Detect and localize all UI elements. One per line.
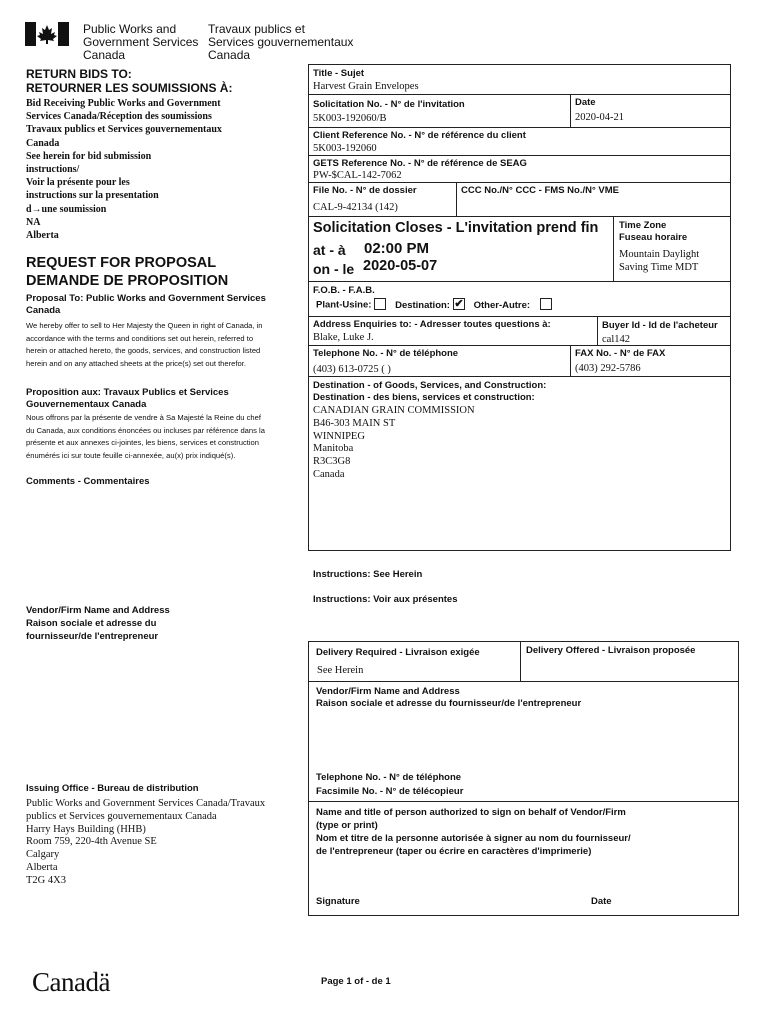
solicitation-value: 5K003-192060/B	[313, 113, 387, 124]
enquiries-label: Address Enquiries to: - Adresser toutes questions à:	[313, 319, 551, 330]
delivery-offered-label: Delivery Offered - Livraison proposée	[526, 645, 696, 656]
enquiries-value: Blake, Luke J.	[313, 332, 374, 343]
buyer-label: Buyer Id - Id de l'acheteur	[602, 320, 718, 331]
page-number: Page 1 of - de 1	[321, 976, 391, 987]
canada-flag-icon	[25, 22, 69, 46]
other-label: Other-Autre:	[473, 299, 531, 311]
vendor-fax-label: Facsimile No. - N° de télécopieur	[316, 786, 464, 797]
title-value: Harvest Grain Envelopes	[313, 81, 419, 92]
plant-label: Plant-Usine:	[316, 299, 372, 311]
file-label: File No. - N° de dossier	[313, 185, 417, 196]
signature-date-label: Date	[591, 896, 612, 907]
request-title-fr: DEMANDE DE PROPOSITION	[26, 273, 229, 289]
return-bids-title-fr: RETOURNER LES SOUMISSIONS À:	[26, 81, 233, 95]
proposition-aux: Proposition aux: Travaux Publics et Services Gouvernementaux Canada	[26, 387, 229, 410]
instructions-fr: Instructions: Voir aux présentes	[313, 594, 458, 605]
offer-text-fr: Nous offrons par la présente de vendre à Sa Majesté la Reine du chef du Canada, aux conditions énoncées ou incluses par référence dans la présente et aux annexes ci-jointes, les biens, services et construction énumérés ici sur toute feuille ci-annexée, au(x) prix indiqué(s).	[26, 413, 265, 460]
fob-label: F.O.B. - F.A.B.	[313, 285, 375, 296]
destination-goods-label: Destination - of Goods, Services, and Construction: Destination - des biens, services et construction:	[313, 380, 547, 403]
issuing-office-label: Issuing Office - Bureau de distribution	[26, 783, 199, 794]
request-title-en: REQUEST FOR PROPOSAL	[26, 255, 217, 271]
title-label: Title - Sujet	[313, 68, 365, 79]
comments-label: Comments - Commentaires	[26, 476, 150, 487]
proposal-to: Proposal To: Public Works and Government Services Canada	[26, 293, 266, 316]
offer-text-en: We hereby offer to sell to Her Majesty the Queen in right of Canada, in accordance with the terms and conditions set out herein, referred to herein or attached hereto, the goods, services, and construction listed herein and on any attached sheets at the price(s) set out therefor.	[26, 321, 263, 368]
timezone-label: Time Zone Fuseau horaire	[619, 220, 688, 243]
authorized-person-label: Name and title of person authorized to sign on behalf of Vendor/Firm (type or print) Nom et titre de la personne autorisée à signer au nom du fournisseur/ de l'entrepreneur (taper ou écrire en caractères d'imprimerie)	[316, 807, 631, 857]
ccc-label: CCC No./N° CCC - FMS No./N° VME	[461, 185, 620, 196]
destination-checkbox[interactable]: ✔	[454, 298, 464, 310]
instructions-en: Instructions: See Herein	[313, 569, 423, 580]
client-ref-label: Client Reference No. - N° de référence du client	[313, 130, 526, 141]
vendor-name-field[interactable]	[312, 712, 736, 768]
file-value: CAL-9-42134 (142)	[313, 202, 398, 213]
timezone-value: Mountain Daylight Saving Time MDT	[619, 249, 700, 273]
fax-label: FAX No. - N° de FAX	[575, 348, 666, 359]
closes-title: Solicitation Closes - L'invitation prend fin	[313, 220, 599, 236]
client-ref-value: 5K003-192060	[313, 143, 377, 154]
fax-value: (403) 292-5786	[575, 363, 641, 374]
header-french-name: Travaux publics et Services gouvernementaux Canada	[208, 22, 354, 62]
buyer-value: cal142	[602, 334, 630, 345]
date-label: Date	[575, 97, 596, 108]
fob-options	[316, 299, 556, 312]
vendor-left-label: Vendor/Firm Name and Address Raison sociale et adresse du fournisseur/de l'entrepreneur	[26, 605, 170, 642]
solicitation-label: Solicitation No. - N° de l'invitation	[313, 99, 465, 110]
delivery-required-value: See Herein	[317, 665, 364, 676]
gets-label: GETS Reference No. - N° de référence de SEAG	[313, 158, 527, 169]
vendor-name-label: Vendor/Firm Name and Address Raison sociale et adresse du fournisseur/de l'entrepreneur	[316, 686, 582, 709]
other-checkbox[interactable]	[540, 298, 552, 310]
destination-label: Destination:	[395, 299, 450, 311]
issuing-office-address: Public Works and Government Services Canada/Travaux publics et Services gouvernementaux Canada Harry Hays Building (HHB) Room 759, 220-4th Avenue SE Calgary Alberta T2G 4X3	[26, 798, 266, 886]
return-bids-address: Bid Receiving Public Works and Government Services Canada/Réception des soumissions Travaux publics et Services gouvernementaux Canada See herein for bid submission instructions/ Voir la présente pour les instructions sur la presentation d→une soumission NA Alberta	[26, 98, 222, 242]
delivery-offered-field[interactable]	[523, 658, 737, 680]
return-bids-title-en: RETURN BIDS TO:	[26, 67, 132, 81]
canada-wordmark: Canadä	[32, 967, 110, 997]
destination-address: CANADIAN GRAIN COMMISSION B46-303 MAIN ST WINNIPEG Manitoba R3C3G8 Canada	[313, 405, 475, 480]
vendor-phone-label: Telephone No. - N° de téléphone	[316, 772, 462, 783]
gets-value: PW-$CAL-142-7062	[313, 170, 402, 181]
closes-date: 2020-05-07	[363, 258, 438, 274]
closes-on-label: on - le	[313, 261, 355, 277]
date-value: 2020-04-21	[575, 112, 624, 123]
phone-label: Telephone No. - N° de téléphone	[313, 348, 459, 359]
header-english-name: Public Works and Government Services Canada	[83, 22, 199, 62]
phone-value: (403) 613-0725 ( )	[313, 364, 391, 375]
closes-time: 02:00 PM	[364, 240, 430, 257]
signature-label: Signature	[316, 896, 360, 907]
delivery-required-label: Delivery Required - Livraison exigée	[316, 647, 480, 658]
closes-at-label: at - à	[313, 242, 346, 258]
plant-checkbox[interactable]	[374, 298, 386, 310]
authorized-person-field[interactable]	[312, 862, 736, 890]
